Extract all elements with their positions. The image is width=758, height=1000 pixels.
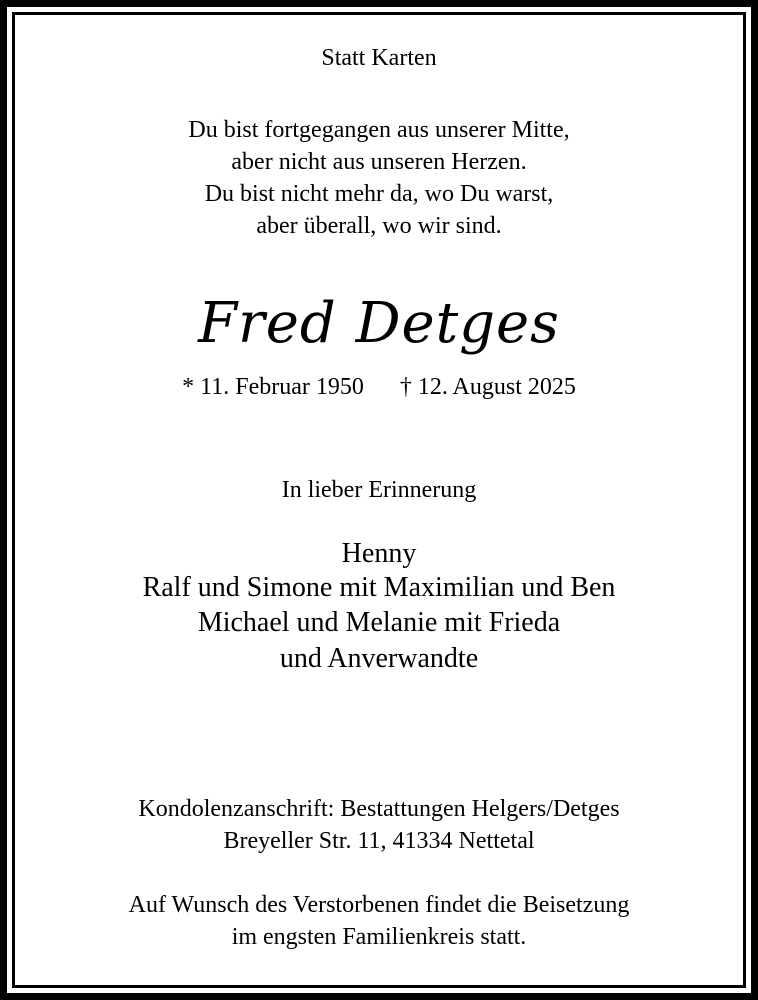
birth-date: * 11. Februar 1950: [182, 374, 364, 400]
remembrance-line: In lieber Erinnerung: [281, 477, 477, 503]
verse-line-3: Du bist nicht mehr da, wo Du warst,: [204, 181, 554, 207]
burial-note-line-1: Auf Wunsch des Verstorbenen findet die Beisetzung: [128, 892, 630, 918]
mourner-line-2: Ralf und Simone mit Maximilian und Ben: [142, 572, 616, 603]
deceased-name: Fred Detges: [198, 291, 560, 356]
mourner-line-3: Michael und Melanie mit Frieda: [197, 607, 561, 638]
verse-line-4: aber überall, wo wir sind.: [256, 213, 502, 239]
notice-header: Statt Karten: [321, 45, 437, 71]
mourner-line-4: und Anverwandte: [279, 643, 479, 674]
death-date: † 12. August 2025: [399, 374, 576, 400]
burial-note-line-2: im engsten Familienkreis statt.: [231, 924, 527, 950]
condolence-line-2: Breyeller Str. 11, 41334 Nettetal: [223, 828, 535, 854]
condolence-line-1: Kondolenzanschrift: Bestattungen Helgers/Detges: [138, 796, 620, 822]
verse-line-1: Du bist fortgegangen aus unserer Mitte,: [188, 117, 570, 143]
mourner-line-1: Henny: [341, 538, 417, 569]
life-dates: [0, 375, 758, 399]
verse-line-2: aber nicht aus unseren Herzen.: [231, 149, 527, 175]
